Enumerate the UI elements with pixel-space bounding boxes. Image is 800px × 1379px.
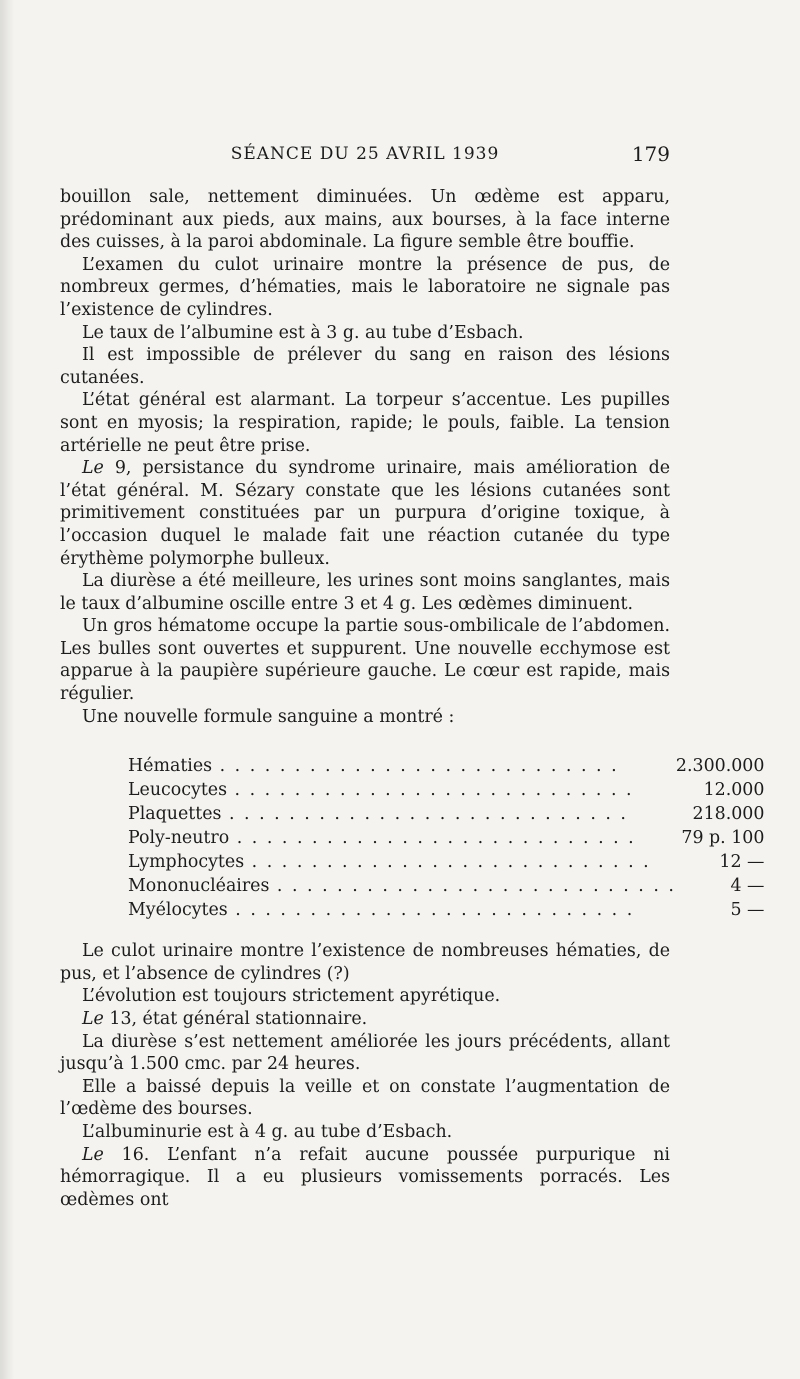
paragraph: L’albuminurie est à 4 g. au tube d’Esbach.	[82, 1122, 453, 1142]
paragraph: Elle a baissé depuis la veille et on constate l’augmentation de l’œdème des bourses.	[60, 1076, 670, 1120]
paragraph: Une nouvelle formule sanguine a montré :	[82, 706, 455, 727]
paragraph: Un gros hématome occupe la partie sous-ombilicale de l’abdomen. Les bulles sont ouvertes et suppurent. Une nouvelle ecchymose est apparue à la paupière supérieure gauche. Le cœur est rapide, mais régulier.	[60, 616, 670, 705]
table-row: Myélocytes . . . 5 —	[128, 898, 764, 922]
paragraph: L’état général est alarmant. La torpeur s’accentue. Les pupilles sont en myosis; la respiration, rapide; le pouls, faible. La tension artérielle ne peut être prise.	[60, 390, 670, 456]
paragraph: Le taux de l’albumine est à 3 g. au tube d’Esbach.	[82, 322, 524, 343]
paragraph: Le 9, persistance du syndrome urinaire, mais amélioration de l’état général. M. Sézary constate que les lésions cutanées sont primitivement constituées par un purpura d’origine toxique, à l’occasion duquel le malade fait une réaction cutanée du type érythème polymorphe bulleux.	[60, 458, 670, 569]
paragraph: Le 13, état général stationnaire.	[82, 1009, 368, 1030]
page-fold-shadow	[0, 0, 14, 1379]
paragraph: Le culot urinaire montre l’existence de nombreuses hématies, de pus, et l’absence de cylindres (?)	[60, 941, 670, 984]
table-row: Hématies . . . 2.300.000	[128, 754, 764, 778]
paragraph: Le 16. L’enfant n’a refait aucune poussée purpurique ni hémorragique. Il a eu plusieurs vomissements porracés. Les œdèmes ont	[60, 1144, 670, 1210]
table-row: Mononucléaires . . . 4 —	[128, 874, 764, 898]
paragraph: bouillon sale, nettement diminuées. Un œdème est apparu, prédominant aux pieds, aux mains, aux bourses, à la face interne des cuisses, à la paroi abdominale. La figure semble être bouffie.	[60, 187, 670, 253]
blood-formula-table	[128, 754, 764, 922]
body-text	[60, 186, 765, 1211]
running-title: SÉANCE DU 25 AVRIL 1939	[230, 144, 500, 164]
table-row: Poly-neutro . . . 79 p. 100	[128, 826, 764, 850]
paragraph: Il est impossible de prélever du sang en raison des lésions cutanées.	[60, 345, 670, 388]
paragraph: L’examen du culot urinaire montre la présence de pus, de nombreux germes, d’hématies, mais le laboratoire ne signale pas l’existence de cylindres.	[60, 254, 670, 320]
table-row: Lymphocytes . . . 12 —	[128, 850, 764, 874]
table-row: Leucocytes . . . 12.000	[128, 778, 764, 802]
page-header	[60, 140, 670, 170]
page-number: 179	[631, 142, 670, 166]
table-row: Plaquettes . . . 218.000	[128, 802, 764, 826]
paragraph: La diurèse s’est nettement améliorée les jours précédents, allant jusqu’à 1.500 cmc. par 24 heures.	[60, 1031, 670, 1075]
paragraph: L’évolution est toujours strictement apyrétique.	[82, 986, 501, 1007]
paragraph: La diurèse a été meilleure, les urines sont moins sanglantes, mais le taux d’albumine oscille entre 3 et 4 g. Les œdèmes diminuent.	[60, 571, 670, 614]
